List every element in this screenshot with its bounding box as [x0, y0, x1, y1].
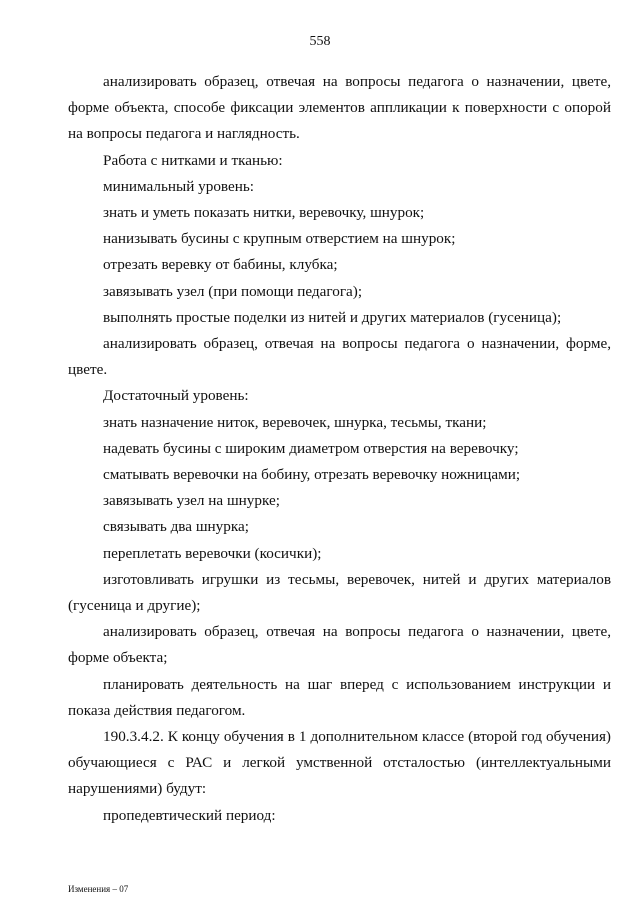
- paragraph: анализировать образец, отвечая на вопросы педагога о назначении, цвете, форме объекта, способе фиксации элементов аппликации к поверхности с опорой на вопросы педагога и наглядность.: [68, 73, 611, 143]
- list-item: анализировать образец, отвечая на вопросы педагога о назначении, цвете, форме объекта;: [68, 623, 611, 667]
- list-item: переплетать веревочки (косички);: [103, 544, 322, 562]
- list-item: надевать бусины с широким диаметром отверстия на веревочку;: [103, 439, 519, 457]
- document-body: [68, 69, 611, 829]
- list-item: планировать деятельность на шаг вперед с использованием инструкции и показа действия педагогом.: [68, 675, 611, 719]
- level-heading: минимальный уровень:: [103, 177, 255, 195]
- footer-note: Изменения – 07: [68, 884, 129, 894]
- list-item: знать назначение ниток, веревочек, шнурка, тесьмы, ткани;: [103, 413, 487, 431]
- list-item: завязывать узел (при помощи педагога);: [103, 282, 363, 300]
- list-item: знать и уметь показать нитки, веревочку, шнурок;: [103, 204, 425, 222]
- section-heading: Работа с нитками и тканью:: [103, 151, 283, 169]
- period-heading: пропедевтический период:: [103, 806, 276, 824]
- list-item: сматывать веревочки на бобину, отрезать веревочку ножницами;: [103, 466, 521, 484]
- list-item: изготовливать игрушки из тесьмы, веревочек, нитей и других материалов (гусеница и другие);: [68, 570, 611, 615]
- list-item: выполнять простые поделки из нитей и других материалов (гусеница);: [103, 308, 562, 326]
- clause-paragraph: 190.3.4.2. К концу обучения в 1 дополнительном классе (второй год обучения) обучающиеся с РАС и легкой умственной отсталостью (интеллектуальными нарушениями) будут:: [68, 728, 611, 798]
- list-item: анализировать образец, отвечая на вопросы педагога о назначении, форме, цвете.: [68, 335, 611, 379]
- page-number: 558: [309, 34, 331, 49]
- list-item: нанизывать бусины с крупным отверстием на шнурок;: [103, 230, 456, 248]
- list-item: связывать два шнурка;: [103, 518, 249, 536]
- list-item: отрезать веревку от бабины, клубка;: [103, 256, 338, 274]
- level-heading: Достаточный уровень:: [103, 387, 249, 405]
- list-item: завязывать узел на шнурке;: [103, 492, 280, 510]
